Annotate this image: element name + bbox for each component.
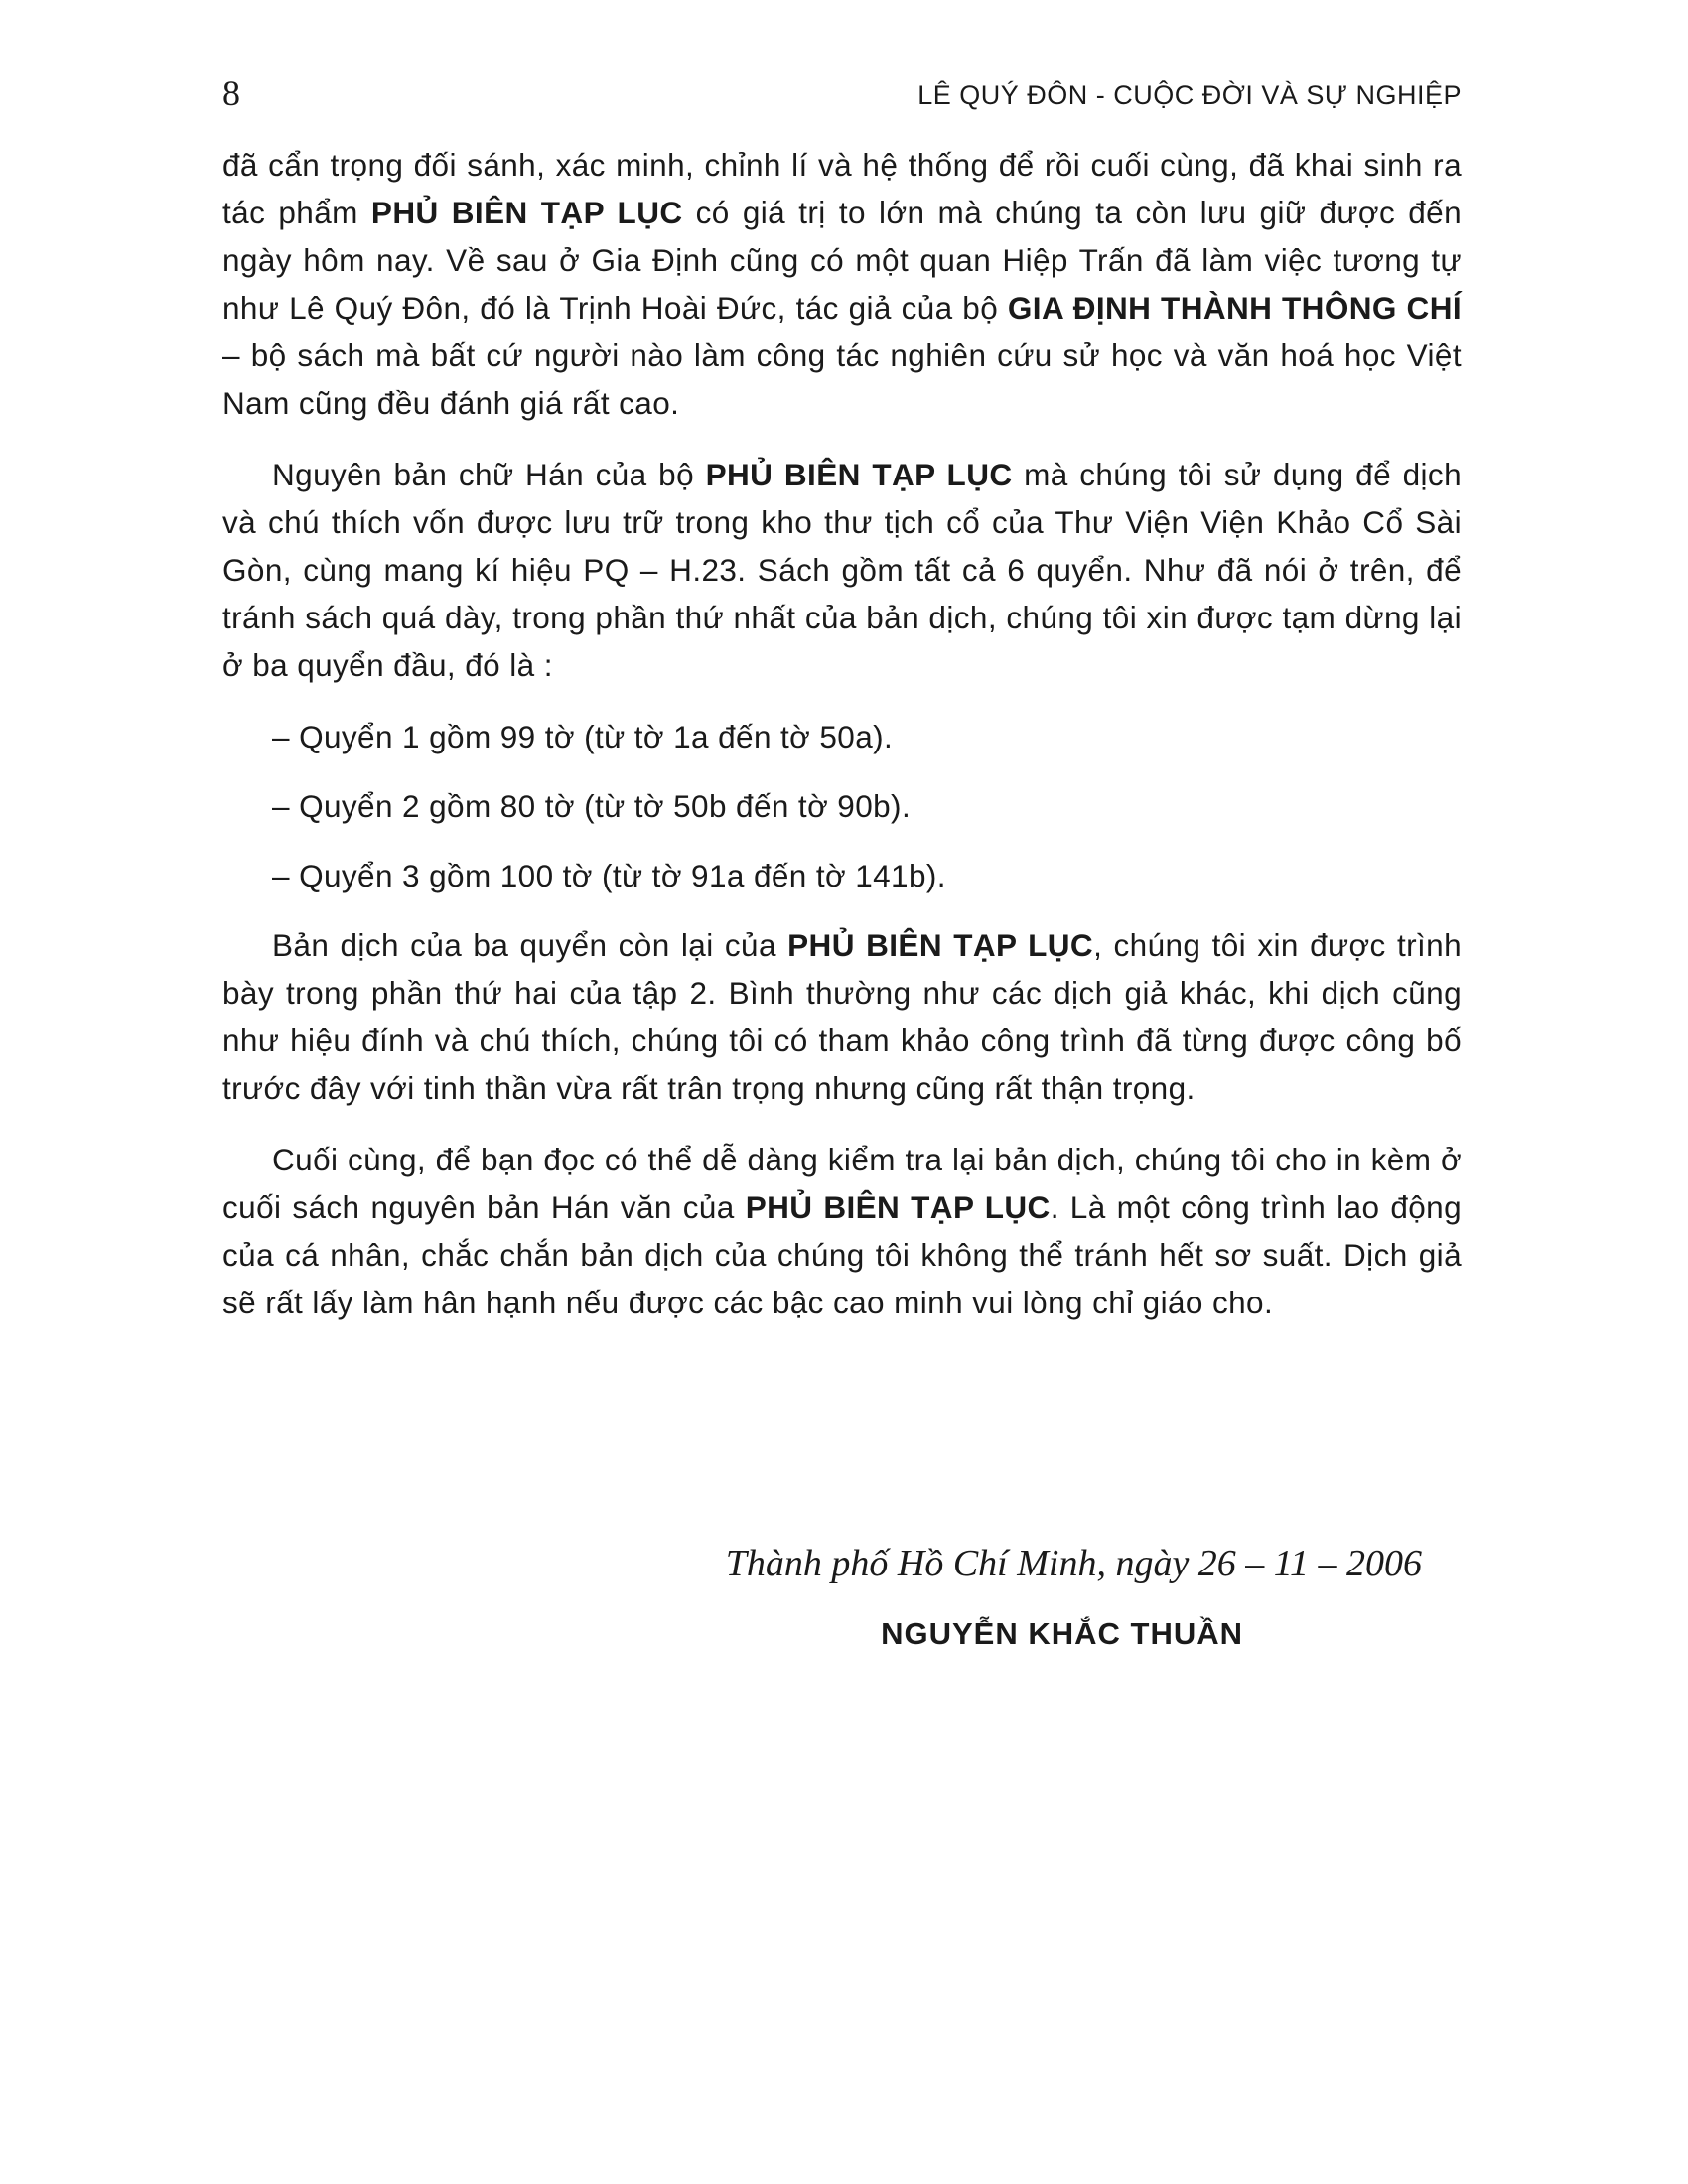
signature-place-date: Thành phố Hồ Chí Minh, ngày 26 – 11 – 2006 [725, 1543, 1422, 1584]
signature-name: NGUYỄN KHẮC THUẦN [881, 1616, 1243, 1651]
book-title-phu-bien-tap-luc: PHỦ BIÊN TẠP LỤC [370, 195, 683, 230]
book-title-phu-bien-tap-luc: PHỦ BIÊN TẠP LỤC [787, 927, 1094, 963]
paragraph-1-text-2: có giá trị to lớn mà chúng ta còn lưu giữ được đến ngày hôm nay. Về sau ở Gia Định cũng có một quan Hiệp Trấn đã làm việc tương tự như Lê Quý Đôn, đó là Trịnh Hoài Đức, tác giả của bộ [222, 195, 1463, 326]
book-title-phu-bien-tap-luc: PHỦ BIÊN TẠP LỤC [705, 457, 1013, 492]
list-item: – Quyển 2 gồm 80 tờ (từ tờ 50b đến tờ 90b). [272, 788, 912, 824]
paragraph-2 [222, 451, 1462, 689]
list-item: – Quyển 1 gồm 99 tờ (từ tờ 1a đến tờ 50a). [272, 719, 894, 754]
paragraph-4-text-2: . Là một công trình lao động của cá nhân, chắc chắn bản dịch của chúng tôi không thể tránh hết sơ suất. Dịch giả sẽ rất lấy làm hân hạnh nếu được các bậc cao minh vui lòng chỉ giáo cho. [222, 1189, 1462, 1320]
paragraph-3 [222, 921, 1462, 1112]
running-head: LÊ QUÝ ĐÔN - CUỘC ĐỜI VÀ SỰ NGHIỆP [917, 80, 1462, 110]
book-title-gia-dinh-thanh-thong-chi: GIA ĐỊNH THÀNH THÔNG CHÍ [1007, 290, 1462, 326]
list-item: – Quyển 3 gồm 100 tờ (từ tờ 91a đến tờ 141b). [272, 858, 946, 893]
paragraph-2-text-1: Nguyên bản chữ Hán của bộ [272, 457, 706, 492]
page-header [222, 71, 1462, 115]
body-text [222, 141, 1462, 1350]
paragraph-3-text-2: , chúng tôi xin được trình bày trong phần thứ hai của tập 2. Bình thường như các dịch giả khác, khi dịch cũng như hiệu đính và chú thích, chúng tôi có tham khảo công trình đã từng được công bố trước đây với tinh thần vừa rất trân trọng nhưng cũng rất thận trọng. [222, 927, 1462, 1106]
paragraph-1-text-1: đã cẩn trọng đối sánh, xác minh, chỉnh lí và hệ thống để rồi cuối cùng, đã khai sinh ra tác phẩm [222, 147, 1462, 230]
book-title-phu-bien-tap-luc: PHỦ BIÊN TẠP LỤC [745, 1189, 1051, 1225]
paragraph-4-text-1: Cuối cùng, để bạn đọc có thể dễ dàng kiểm tra lại bản dịch, chúng tôi cho in kèm ở cuối sách nguyên bản Hán văn của [222, 1142, 1462, 1225]
paragraph-1 [222, 141, 1462, 427]
paragraph-1-text-3: – bộ sách mà bất cứ người nào làm công tác nghiên cứu sử học và văn hoá học Việt Nam cũng đều đánh giá rất cao. [222, 338, 1462, 421]
paragraph-4 [222, 1136, 1462, 1326]
paragraph-3-text-1: Bản dịch của ba quyển còn lại của [272, 927, 788, 963]
page-number: 8 [222, 73, 240, 113]
paragraph-2-text-2: mà chúng tôi sử dụng để dịch và chú thích vốn được lưu trữ trong kho thư tịch cổ của Thư Viện Viện Khảo Cổ Sài Gòn, cùng mang kí hiệu PQ – H.23. Sách gồm tất cả 6 quyển. Như đã nói ở trên, để tránh sách quá dày, trong phần thứ nhất của bản dịch, chúng tôi xin được tạm dừng lại ở ba quyển đầu, đó là : [222, 457, 1462, 683]
